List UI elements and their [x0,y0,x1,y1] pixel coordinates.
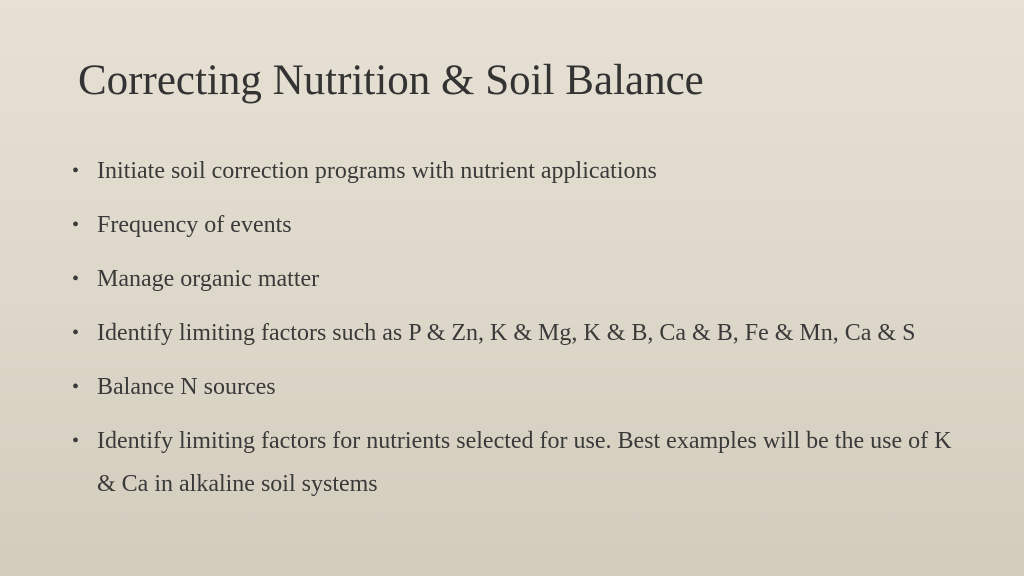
list-item [72,312,952,355]
bullet-text: Identify limiting factors for nutrients selected for use. Best examples will be the use of K & Ca in alkaline soil systems [97,428,952,497]
bullet-icon: • [72,214,80,236]
bullet-text: Frequency of events [97,212,292,238]
bullet-icon: • [72,160,80,182]
bullet-icon: • [72,376,80,398]
bullet-list [72,150,952,517]
bullet-text: Balance N sources [97,374,276,400]
list-item [72,420,952,506]
list-item [72,258,952,301]
list-item [72,150,952,193]
bullet-text: Initiate soil correction programs with nutrient applications [97,158,657,184]
bullet-icon: • [72,268,80,290]
bullet-icon: • [72,430,80,452]
slide-title: Correcting Nutrition & Soil Balance [78,57,704,104]
list-item [72,204,952,247]
list-item [72,366,952,409]
bullet-text: Identify limiting factors such as P & Zn, K & Mg, K & B, Ca & B, Fe & Mn, Ca & S [97,320,916,346]
bullet-text: Manage organic matter [97,266,320,292]
bullet-icon: • [72,322,80,344]
